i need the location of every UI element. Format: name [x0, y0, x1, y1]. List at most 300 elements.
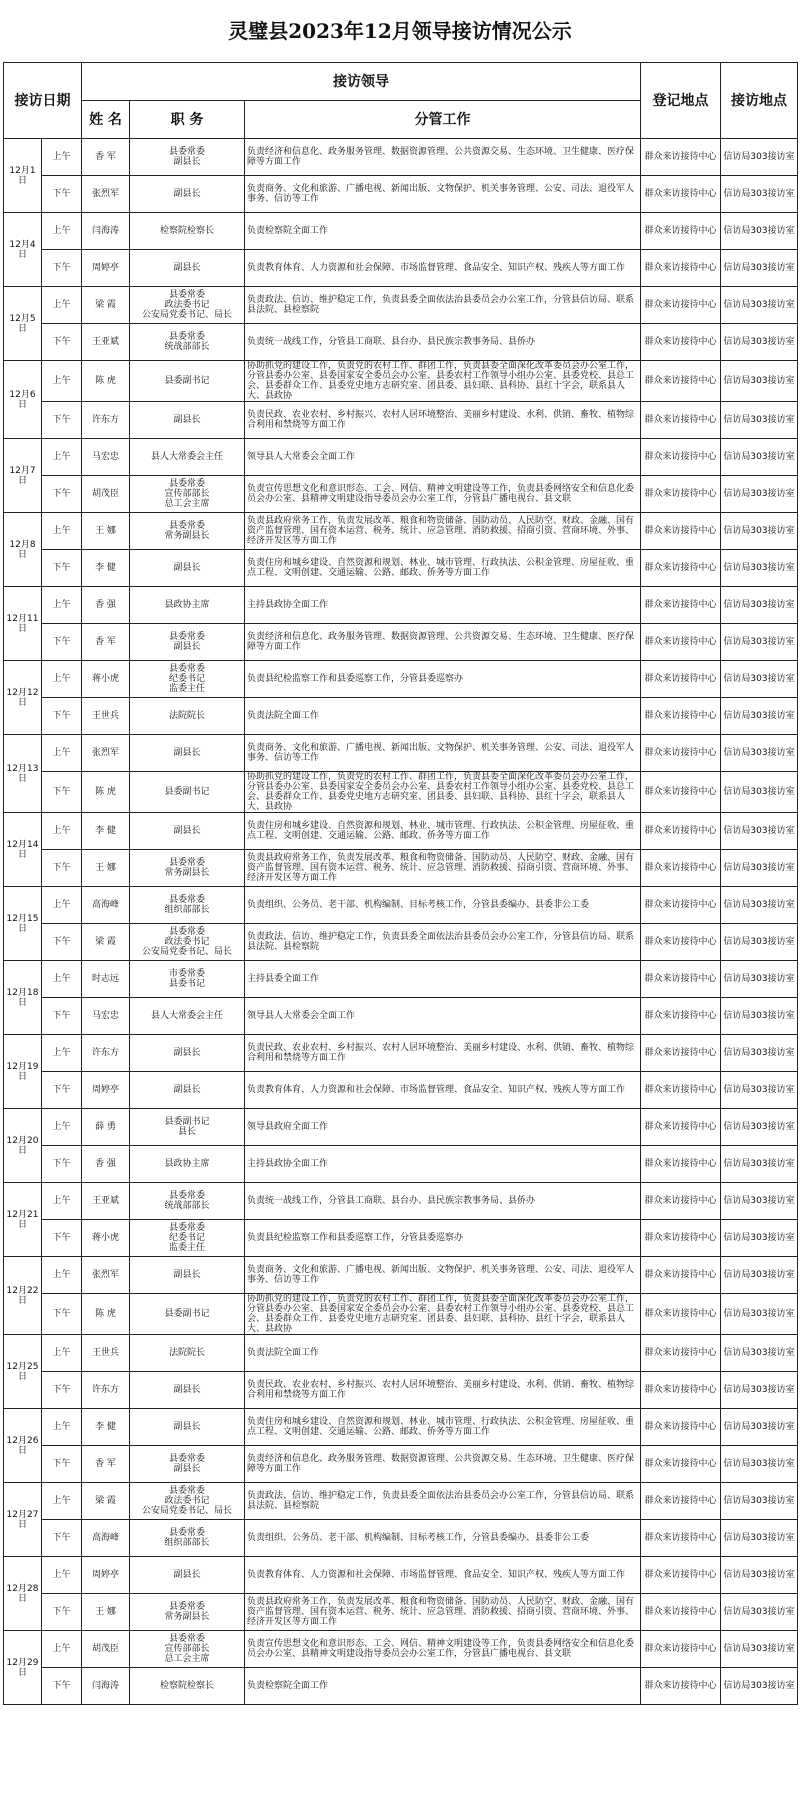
session-cell: 上午 — [42, 1257, 82, 1294]
position-cell: 县政协主席 — [130, 1146, 245, 1183]
date-cell: 12月15日 — [4, 887, 42, 961]
schedule-row — [4, 1483, 798, 1520]
schedule-row — [4, 324, 798, 361]
date-cell: 12月29日 — [4, 1631, 42, 1705]
leader-name-cell: 张烈军 — [82, 735, 130, 772]
date-cell: 12月19日 — [4, 1035, 42, 1109]
leader-name-cell: 梁 霞 — [82, 1483, 130, 1520]
schedule-row — [4, 402, 798, 439]
register-location-cell: 群众来访接待中心 — [641, 1372, 721, 1409]
schedule-row — [4, 1220, 798, 1257]
leader-name-cell: 陈 虎 — [82, 1294, 130, 1335]
leader-name-cell: 薛 勇 — [82, 1109, 130, 1146]
date-cell: 12月13日 — [4, 735, 42, 813]
leader-name-cell: 王世兵 — [82, 698, 130, 735]
leader-name-cell: 许东方 — [82, 1035, 130, 1072]
duty-cell: 领导县人大常委会全面工作 — [245, 998, 641, 1035]
session-cell: 上午 — [42, 439, 82, 476]
session-cell: 上午 — [42, 1183, 82, 1220]
visit-location-cell: 信访局303接访室 — [721, 1109, 798, 1146]
leader-name-cell: 王 娜 — [82, 850, 130, 887]
register-location-cell: 群众来访接待中心 — [641, 1335, 721, 1372]
duty-cell: 负责经济和信息化、政务服务管理、数据资源管理、公共资源交易、生态环境、卫生健康、医疗保障等方面工作 — [245, 1446, 641, 1483]
leader-name-cell: 高海峰 — [82, 1520, 130, 1557]
duty-cell: 主持县政协全面工作 — [245, 1146, 641, 1183]
position-cell: 检察院检察长 — [130, 1668, 245, 1705]
session-cell: 下午 — [42, 1294, 82, 1335]
position-cell: 县委常委 常务副县长 — [130, 513, 245, 550]
date-cell: 12月12日 — [4, 661, 42, 735]
schedule-row — [4, 439, 798, 476]
date-cell: 12月1日 — [4, 139, 42, 213]
session-cell: 下午 — [42, 850, 82, 887]
schedule-row — [4, 998, 798, 1035]
visit-location-cell: 信访局303接访室 — [721, 1594, 798, 1631]
date-cell: 12月27日 — [4, 1483, 42, 1557]
schedule-row — [4, 139, 798, 176]
position-cell: 县委常委 政法委书记 公安局党委书记、局长 — [130, 924, 245, 961]
session-cell: 下午 — [42, 924, 82, 961]
duty-cell: 负责商务、文化和旅游、广播电视、新闻出版、文物保护、机关事务管理、公安、司法、退役军人事务、信访等工作 — [245, 1257, 641, 1294]
visit-location-cell: 信访局303接访室 — [721, 1294, 798, 1335]
schedule-row — [4, 924, 798, 961]
schedule-row — [4, 772, 798, 813]
schedule-row — [4, 1520, 798, 1557]
position-cell: 法院院长 — [130, 698, 245, 735]
register-location-cell: 群众来访接待中心 — [641, 772, 721, 813]
visit-location-cell: 信访局303接访室 — [721, 1183, 798, 1220]
position-cell: 副县长 — [130, 250, 245, 287]
duty-cell: 负责教育体育、人力资源和社会保障、市场监督管理、食品安全、知识产权、残疾人等方面工作 — [245, 1072, 641, 1109]
visit-location-cell: 信访局303接访室 — [721, 287, 798, 324]
duty-cell: 负责法院全面工作 — [245, 1335, 641, 1372]
date-cell: 12月28日 — [4, 1557, 42, 1631]
schedule-row — [4, 1446, 798, 1483]
visit-location-cell: 信访局303接访室 — [721, 1557, 798, 1594]
session-cell: 下午 — [42, 402, 82, 439]
leader-name-cell: 香 军 — [82, 1446, 130, 1483]
visit-location-cell: 信访局303接访室 — [721, 513, 798, 550]
leader-name-cell: 王 娜 — [82, 1594, 130, 1631]
date-cell: 12月6日 — [4, 361, 42, 439]
schedule-row — [4, 961, 798, 998]
visit-location-cell: 信访局303接访室 — [721, 250, 798, 287]
duty-cell: 负责商务、文化和旅游、广播电视、新闻出版、文物保护、机关事务管理、公安、司法、退役军人事务、信访等工作 — [245, 176, 641, 213]
leader-name-cell: 梁 霞 — [82, 924, 130, 961]
position-cell: 副县长 — [130, 1372, 245, 1409]
position-cell: 副县长 — [130, 402, 245, 439]
visit-location-cell: 信访局303接访室 — [721, 324, 798, 361]
leader-name-cell: 梁 霞 — [82, 287, 130, 324]
session-cell: 上午 — [42, 361, 82, 402]
schedule-row — [4, 1372, 798, 1409]
date-cell: 12月7日 — [4, 439, 42, 513]
session-cell: 上午 — [42, 1335, 82, 1372]
visit-location-cell: 信访局303接访室 — [721, 1483, 798, 1520]
register-location-cell: 群众来访接待中心 — [641, 698, 721, 735]
date-cell: 12月20日 — [4, 1109, 42, 1183]
register-location-cell: 群众来访接待中心 — [641, 924, 721, 961]
schedule-row — [4, 887, 798, 924]
leader-name-cell: 李 健 — [82, 550, 130, 587]
position-cell: 县人大常委会主任 — [130, 439, 245, 476]
visit-location-cell: 信访局303接访室 — [721, 1220, 798, 1257]
duty-cell: 负责县政府常务工作，负责发展改革、粮食和物资储备、国防动员、人民防空、财政、金融、国有资产监督管理、国有资本运营、税务、统计、应急管理、消防救援、招商引资、营商环境、外事、经济开发区等方面工作 — [245, 1594, 641, 1631]
visit-location-cell: 信访局303接访室 — [721, 1631, 798, 1668]
register-location-cell: 群众来访接待中心 — [641, 1109, 721, 1146]
leader-name-cell: 闫海涛 — [82, 213, 130, 250]
schedule-row — [4, 550, 798, 587]
header-name: 姓 名 — [82, 101, 130, 139]
schedule-row — [4, 1109, 798, 1146]
session-cell: 下午 — [42, 772, 82, 813]
schedule-row — [4, 1183, 798, 1220]
session-cell: 上午 — [42, 513, 82, 550]
session-cell: 上午 — [42, 813, 82, 850]
session-cell: 下午 — [42, 1594, 82, 1631]
position-cell: 县委副书记 — [130, 772, 245, 813]
leader-name-cell: 胡茂臣 — [82, 1631, 130, 1668]
session-cell: 下午 — [42, 1072, 82, 1109]
register-location-cell: 群众来访接待中心 — [641, 139, 721, 176]
visit-location-cell: 信访局303接访室 — [721, 476, 798, 513]
visit-location-cell: 信访局303接访室 — [721, 1372, 798, 1409]
visit-location-cell: 信访局303接访室 — [721, 587, 798, 624]
schedule-row — [4, 1035, 798, 1072]
register-location-cell: 群众来访接待中心 — [641, 1035, 721, 1072]
leader-name-cell: 时志远 — [82, 961, 130, 998]
visit-location-cell: 信访局303接访室 — [721, 961, 798, 998]
schedule-row — [4, 476, 798, 513]
visit-location-cell: 信访局303接访室 — [721, 1446, 798, 1483]
session-cell: 下午 — [42, 324, 82, 361]
leader-name-cell: 张烈军 — [82, 1257, 130, 1294]
session-cell: 下午 — [42, 550, 82, 587]
visit-location-cell: 信访局303接访室 — [721, 1257, 798, 1294]
duty-cell: 负责经济和信息化、政务服务管理、数据资源管理、公共资源交易、生态环境、卫生健康、医疗保障等方面工作 — [245, 139, 641, 176]
position-cell: 县委常委 常务副县长 — [130, 1594, 245, 1631]
leader-name-cell: 胡茂臣 — [82, 476, 130, 513]
duty-cell: 主持县委全面工作 — [245, 961, 641, 998]
duty-cell: 负责住房和城乡建设、自然资源和规划、林业、城市管理、行政执法、公积金管理、房屋征收、重点工程、文明创建、交通运输、公路、邮政、侨务等方面工作 — [245, 813, 641, 850]
position-cell: 县委常委 纪委书记 监委主任 — [130, 1220, 245, 1257]
register-location-cell: 群众来访接待中心 — [641, 324, 721, 361]
register-location-cell: 群众来访接待中心 — [641, 887, 721, 924]
register-location-cell: 群众来访接待中心 — [641, 476, 721, 513]
position-cell: 县委常委 纪委书记 监委主任 — [130, 661, 245, 698]
header-duty: 分管工作 — [245, 101, 641, 139]
duty-cell: 负责统一战线工作，分管县工商联、县台办、县民族宗教事务局、县侨办 — [245, 324, 641, 361]
visit-location-cell: 信访局303接访室 — [721, 887, 798, 924]
duty-cell: 负责县政府常务工作，负责发展改革、粮食和物资储备、国防动员、人民防空、财政、金融、国有资产监督管理、国有资本运营、税务、统计、应急管理、消防救援、招商引资、营商环境、外事、经济开发区等方面工作 — [245, 850, 641, 887]
session-cell: 上午 — [42, 887, 82, 924]
register-location-cell: 群众来访接待中心 — [641, 213, 721, 250]
visit-location-cell: 信访局303接访室 — [721, 550, 798, 587]
leader-name-cell: 香 军 — [82, 624, 130, 661]
position-cell: 检察院检察长 — [130, 213, 245, 250]
register-location-cell: 群众来访接待中心 — [641, 1557, 721, 1594]
leader-name-cell: 高海峰 — [82, 887, 130, 924]
leader-name-cell: 马宏忠 — [82, 439, 130, 476]
session-cell: 下午 — [42, 1146, 82, 1183]
register-location-cell: 群众来访接待中心 — [641, 1446, 721, 1483]
position-cell: 县委副书记 — [130, 1294, 245, 1335]
session-cell: 上午 — [42, 1631, 82, 1668]
visit-location-cell: 信访局303接访室 — [721, 439, 798, 476]
duty-cell: 负责住房和城乡建设、自然资源和规划、林业、城市管理、行政执法、公积金管理、房屋征收、重点工程、文明创建、交通运输、公路、邮政、侨务等方面工作 — [245, 550, 641, 587]
schedule-row — [4, 1257, 798, 1294]
visit-location-cell: 信访局303接访室 — [721, 735, 798, 772]
schedule-row — [4, 624, 798, 661]
visit-location-cell: 信访局303接访室 — [721, 361, 798, 402]
schedule-row — [4, 1631, 798, 1668]
date-cell: 12月21日 — [4, 1183, 42, 1257]
session-cell: 下午 — [42, 1668, 82, 1705]
leader-name-cell: 香 强 — [82, 1146, 130, 1183]
session-cell: 上午 — [42, 661, 82, 698]
position-cell: 县委常委 常务副县长 — [130, 850, 245, 887]
duty-cell: 负责教育体育、人力资源和社会保障、市场监督管理、食品安全、知识产权、残疾人等方面工作 — [245, 250, 641, 287]
session-cell: 上午 — [42, 587, 82, 624]
leader-name-cell: 蒋小虎 — [82, 1220, 130, 1257]
header-register-location: 登记地点 — [641, 63, 721, 139]
visit-location-cell: 信访局303接访室 — [721, 850, 798, 887]
session-cell: 下午 — [42, 1520, 82, 1557]
session-cell: 上午 — [42, 1483, 82, 1520]
date-cell: 12月4日 — [4, 213, 42, 287]
schedule-row — [4, 1557, 798, 1594]
schedule-row — [4, 1335, 798, 1372]
duty-cell: 负责县纪检监察工作和县委巡察工作，分管县委巡察办 — [245, 661, 641, 698]
register-location-cell: 群众来访接待中心 — [641, 1594, 721, 1631]
leader-name-cell: 周婷亭 — [82, 1557, 130, 1594]
session-cell: 下午 — [42, 176, 82, 213]
position-cell: 副县长 — [130, 1072, 245, 1109]
leader-name-cell: 闫海涛 — [82, 1668, 130, 1705]
schedule-row — [4, 250, 798, 287]
schedule-row — [4, 1072, 798, 1109]
leader-name-cell: 许东方 — [82, 402, 130, 439]
visit-location-cell: 信访局303接访室 — [721, 1072, 798, 1109]
schedule-body — [4, 139, 798, 1705]
position-cell: 县委副书记 县长 — [130, 1109, 245, 1146]
register-location-cell: 群众来访接待中心 — [641, 402, 721, 439]
session-cell: 下午 — [42, 250, 82, 287]
register-location-cell: 群众来访接待中心 — [641, 1220, 721, 1257]
register-location-cell: 群众来访接待中心 — [641, 813, 721, 850]
leader-name-cell: 陈 虎 — [82, 772, 130, 813]
session-cell: 上午 — [42, 735, 82, 772]
leader-name-cell: 李 健 — [82, 1409, 130, 1446]
schedule-row — [4, 735, 798, 772]
session-cell: 下午 — [42, 624, 82, 661]
register-location-cell: 群众来访接待中心 — [641, 1257, 721, 1294]
duty-cell: 负责经济和信息化、政务服务管理、数据资源管理、公共资源交易、生态环境、卫生健康、医疗保障等方面工作 — [245, 624, 641, 661]
duty-cell: 负责县政府常务工作，负责发展改革、粮食和物资储备、国防动员、人民防空、财政、金融、国有资产监督管理、国有资本运营、税务、统计、应急管理、消防救援、招商引资、营商环境、外事、经济开发区等方面工作 — [245, 513, 641, 550]
register-location-cell: 群众来访接待中心 — [641, 1146, 721, 1183]
register-location-cell: 群众来访接待中心 — [641, 735, 721, 772]
position-cell: 法院院长 — [130, 1335, 245, 1372]
position-cell: 副县长 — [130, 1257, 245, 1294]
position-cell: 县委常委 副县长 — [130, 139, 245, 176]
duty-cell: 负责宣传思想文化和意识形态、工会、网信、精神文明建设等工作，负责县委网络安全和信息化委员会办公室、县精神文明建设指导委员会办公室工作，分管县广播电视台、县文联 — [245, 476, 641, 513]
header-visit-location: 接访地点 — [721, 63, 798, 139]
position-cell: 县委常委 副县长 — [130, 624, 245, 661]
leader-name-cell: 王亚斌 — [82, 324, 130, 361]
duty-cell: 负责民政、农业农村、乡村振兴、农村人居环境整治、美丽乡村建设、水利、供销、畜牧、植物综合利用和禁烧等方面工作 — [245, 1372, 641, 1409]
duty-cell: 负责民政、农业农村、乡村振兴、农村人居环境整治、美丽乡村建设、水利、供销、畜牧、植物综合利用和禁烧等方面工作 — [245, 402, 641, 439]
register-location-cell: 群众来访接待中心 — [641, 250, 721, 287]
visit-location-cell: 信访局303接访室 — [721, 176, 798, 213]
duty-cell: 负责民政、农业农村、乡村振兴、农村人居环境整治、美丽乡村建设、水利、供销、畜牧、植物综合利用和禁烧等方面工作 — [245, 1035, 641, 1072]
position-cell: 县委常委 政法委书记 公安局党委书记、局长 — [130, 1483, 245, 1520]
register-location-cell: 群众来访接待中心 — [641, 1072, 721, 1109]
leader-name-cell: 周婷亭 — [82, 1072, 130, 1109]
session-cell: 上午 — [42, 213, 82, 250]
leader-name-cell: 蒋小虎 — [82, 661, 130, 698]
visit-location-cell: 信访局303接访室 — [721, 924, 798, 961]
duty-cell: 负责宣传思想文化和意识形态、工会、网信、精神文明建设等工作，负责县委网络安全和信息化委员会办公室、县精神文明建设指导委员会办公室工作，分管县广播电视台、县文联 — [245, 1631, 641, 1668]
session-cell: 下午 — [42, 476, 82, 513]
duty-cell: 负责教育体育、人力资源和社会保障、市场监督管理、食品安全、知识产权、残疾人等方面工作 — [245, 1557, 641, 1594]
position-cell: 副县长 — [130, 176, 245, 213]
header-leader: 接访领导 — [82, 63, 641, 101]
register-location-cell: 群众来访接待中心 — [641, 513, 721, 550]
leader-name-cell: 张烈军 — [82, 176, 130, 213]
duty-cell: 负责住房和城乡建设、自然资源和规划、林业、城市管理、行政执法、公积金管理、房屋征收、重点工程、文明创建、交通运输、公路、邮政、侨务等方面工作 — [245, 1409, 641, 1446]
position-cell: 县委副书记 — [130, 361, 245, 402]
duty-cell: 负责统一战线工作，分管县工商联、县台办、县民族宗教事务局、县侨办 — [245, 1183, 641, 1220]
visit-location-cell: 信访局303接访室 — [721, 1668, 798, 1705]
date-cell: 12月14日 — [4, 813, 42, 887]
schedule-row — [4, 698, 798, 735]
position-cell: 县委常委 副县长 — [130, 1446, 245, 1483]
leader-name-cell: 香 强 — [82, 587, 130, 624]
visit-location-cell: 信访局303接访室 — [721, 1409, 798, 1446]
position-cell: 市委常委 县委书记 — [130, 961, 245, 998]
duty-cell: 负责检察院全面工作 — [245, 1668, 641, 1705]
visit-location-cell: 信访局303接访室 — [721, 1520, 798, 1557]
duty-cell: 负责政法、信访、维护稳定工作，负责县委全面依法治县委员会办公室工作，分管县信访局、联系县法院、县检察院 — [245, 924, 641, 961]
schedule-row — [4, 1668, 798, 1705]
duty-cell: 协助抓党的建设工作，负责党的农村工作、群团工作，负责县委全面深化改革委员会办公室工作，分管县委办公室、县委国家安全委员会办公室、县委农村工作领导小组办公室、县委党校、县总工会、县委群众工作、县委党史地方志研究室、团县委、县妇联、县科协、县红十字会，联系县人大、县政协 — [245, 1294, 641, 1335]
register-location-cell: 群众来访接待中心 — [641, 287, 721, 324]
schedule-table — [3, 62, 798, 1705]
position-cell: 副县长 — [130, 735, 245, 772]
session-cell: 下午 — [42, 1372, 82, 1409]
duty-cell: 领导县人大常委会全面工作 — [245, 439, 641, 476]
register-location-cell: 群众来访接待中心 — [641, 550, 721, 587]
schedule-row — [4, 850, 798, 887]
duty-cell: 负责检察院全面工作 — [245, 213, 641, 250]
date-cell: 12月22日 — [4, 1257, 42, 1335]
position-cell: 县委常委 组织部部长 — [130, 887, 245, 924]
position-cell: 副县长 — [130, 550, 245, 587]
visit-location-cell: 信访局303接访室 — [721, 661, 798, 698]
schedule-row — [4, 1294, 798, 1335]
position-cell: 县政协主席 — [130, 587, 245, 624]
header-date: 接访日期 — [4, 63, 82, 139]
schedule-row — [4, 361, 798, 402]
leader-name-cell: 周婷亭 — [82, 250, 130, 287]
register-location-cell: 群众来访接待中心 — [641, 439, 721, 476]
duty-cell: 负责政法、信访、维护稳定工作，负责县委全面依法治县委员会办公室工作，分管县信访局、联系县法院、县检察院 — [245, 287, 641, 324]
duty-cell: 负责组织、公务员、老干部、机构编制、目标考核工作，分管县委编办、县委非公工委 — [245, 1520, 641, 1557]
date-cell: 12月25日 — [4, 1335, 42, 1409]
register-location-cell: 群众来访接待中心 — [641, 1631, 721, 1668]
schedule-row — [4, 587, 798, 624]
position-cell: 县委常委 政法委书记 公安局党委书记、局长 — [130, 287, 245, 324]
register-location-cell: 群众来访接待中心 — [641, 361, 721, 402]
visit-location-cell: 信访局303接访室 — [721, 1035, 798, 1072]
session-cell: 上午 — [42, 1557, 82, 1594]
session-cell: 上午 — [42, 1035, 82, 1072]
visit-location-cell: 信访局303接访室 — [721, 772, 798, 813]
schedule-row — [4, 213, 798, 250]
position-cell: 县人大常委会主任 — [130, 998, 245, 1035]
visit-location-cell: 信访局303接访室 — [721, 213, 798, 250]
duty-cell: 负责法院全面工作 — [245, 698, 641, 735]
schedule-row — [4, 176, 798, 213]
session-cell: 上午 — [42, 961, 82, 998]
position-cell: 县委常委 宣传部部长 总工会主席 — [130, 1631, 245, 1668]
schedule-row — [4, 661, 798, 698]
duty-cell: 负责县纪检监察工作和县委巡察工作，分管县委巡察办 — [245, 1220, 641, 1257]
schedule-row — [4, 1409, 798, 1446]
header-position: 职 务 — [130, 101, 245, 139]
register-location-cell: 群众来访接待中心 — [641, 1294, 721, 1335]
date-cell: 12月5日 — [4, 287, 42, 361]
session-cell: 下午 — [42, 698, 82, 735]
position-cell: 县委常委 组织部部长 — [130, 1520, 245, 1557]
duty-cell: 负责商务、文化和旅游、广播电视、新闻出版、文物保护、机关事务管理、公安、司法、退役军人事务、信访等工作 — [245, 735, 641, 772]
leader-name-cell: 许东方 — [82, 1372, 130, 1409]
position-cell: 副县长 — [130, 1035, 245, 1072]
register-location-cell: 群众来访接待中心 — [641, 661, 721, 698]
position-cell: 副县长 — [130, 1409, 245, 1446]
date-cell: 12月11日 — [4, 587, 42, 661]
register-location-cell: 群众来访接待中心 — [641, 1409, 721, 1446]
register-location-cell: 群众来访接待中心 — [641, 998, 721, 1035]
session-cell: 上午 — [42, 1109, 82, 1146]
schedule-row — [4, 513, 798, 550]
visit-location-cell: 信访局303接访室 — [721, 998, 798, 1035]
register-location-cell: 群众来访接待中心 — [641, 624, 721, 661]
session-cell: 上午 — [42, 287, 82, 324]
leader-name-cell: 马宏忠 — [82, 998, 130, 1035]
duty-cell: 负责政法、信访、维护稳定工作，负责县委全面依法治县委员会办公室工作，分管县信访局、联系县法院、县检察院 — [245, 1483, 641, 1520]
register-location-cell: 群众来访接待中心 — [641, 850, 721, 887]
date-cell: 12月26日 — [4, 1409, 42, 1483]
duty-cell: 协助抓党的建设工作，负责党的农村工作、群团工作，负责县委全面深化改革委员会办公室工作，分管县委办公室、县委国家安全委员会办公室、县委农村工作领导小组办公室、县委党校、县总工会、县委群众工作、县委党史地方志研究室、团县委、县妇联、县科协、县红十字会，联系县人大、县政协 — [245, 772, 641, 813]
session-cell: 下午 — [42, 1220, 82, 1257]
register-location-cell: 群众来访接待中心 — [641, 961, 721, 998]
register-location-cell: 群众来访接待中心 — [641, 176, 721, 213]
visit-location-cell: 信访局303接访室 — [721, 139, 798, 176]
visit-location-cell: 信访局303接访室 — [721, 1335, 798, 1372]
register-location-cell: 群众来访接待中心 — [641, 587, 721, 624]
leader-name-cell: 王 娜 — [82, 513, 130, 550]
register-location-cell: 群众来访接待中心 — [641, 1483, 721, 1520]
date-cell: 12月18日 — [4, 961, 42, 1035]
visit-location-cell: 信访局303接访室 — [721, 698, 798, 735]
visit-location-cell: 信访局303接访室 — [721, 624, 798, 661]
schedule-row — [4, 287, 798, 324]
schedule-row — [4, 813, 798, 850]
visit-location-cell: 信访局303接访室 — [721, 1146, 798, 1183]
session-cell: 上午 — [42, 139, 82, 176]
leader-name-cell: 香 军 — [82, 139, 130, 176]
